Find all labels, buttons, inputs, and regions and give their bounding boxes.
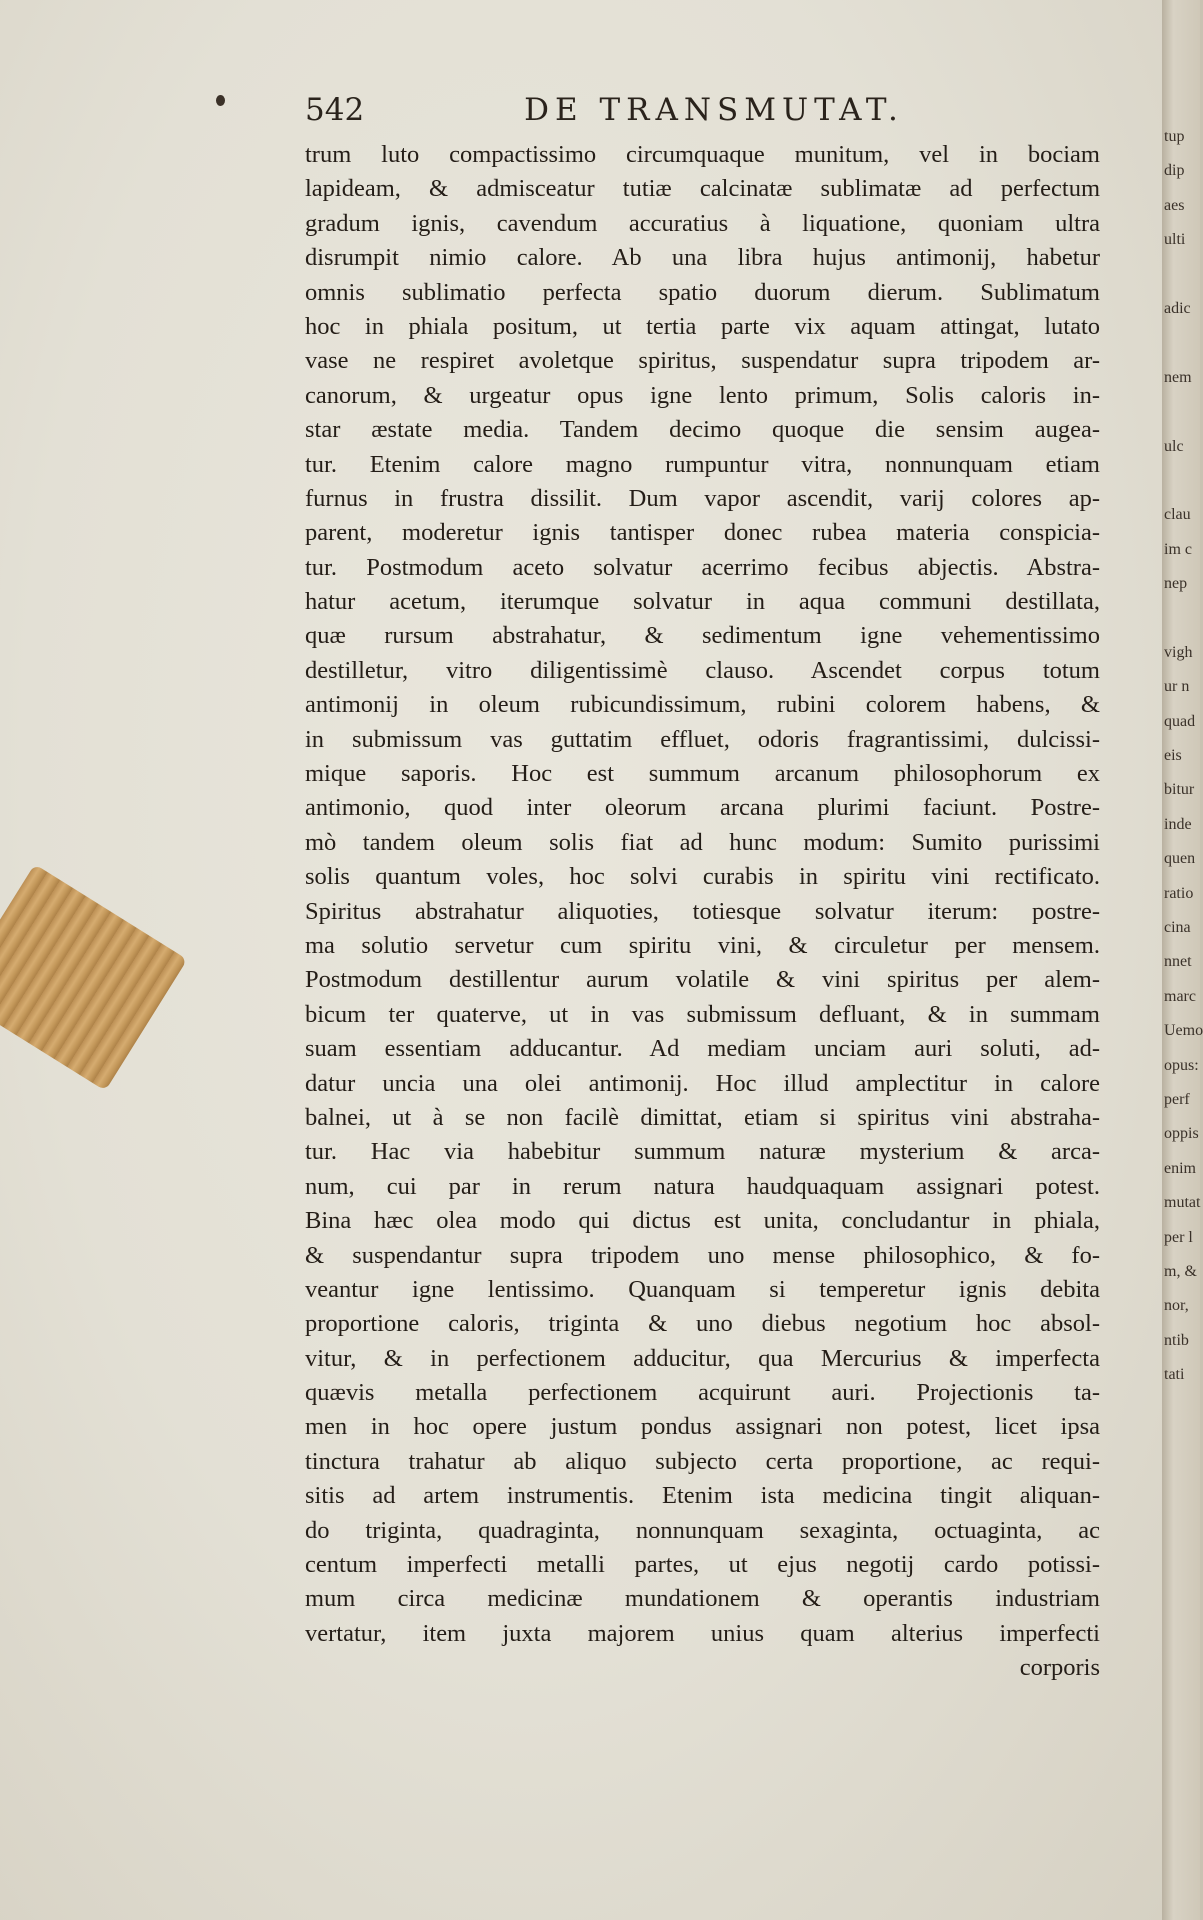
text-line: men in hoc opere justum pondus assignari non potest, licet ipsa bbox=[305, 1413, 1100, 1441]
text-line: tur. Postmodum aceto solvatur acerrimo fecibus abjectis. Abstra- bbox=[305, 553, 1100, 581]
margin-fragment: m, & bbox=[1164, 1262, 1197, 1280]
margin-fragment: ratio bbox=[1164, 884, 1194, 902]
text-line: in submissum vas guttatim effluet, odoris fragrantissimi, dulcissi- bbox=[305, 725, 1100, 753]
text-line: mique saporis. Hoc est summum arcanum philosophorum ex bbox=[305, 760, 1100, 788]
text-line: vitur, & in perfectionem adducitur, qua Mercurius & imperfecta bbox=[305, 1344, 1100, 1372]
margin-fragment: bitur bbox=[1164, 781, 1195, 799]
margin-fragment: adic bbox=[1164, 299, 1191, 317]
margin-fragment: vigh bbox=[1164, 643, 1193, 661]
margin-fragment: nor, bbox=[1164, 1297, 1189, 1315]
margin-fragment: per l bbox=[1164, 1228, 1193, 1246]
text-line: hatur acetum, iterumque solvatur in aqua communi destillata, bbox=[305, 588, 1100, 616]
margin-fragment: enim bbox=[1164, 1159, 1196, 1177]
text-line: parent, moderetur ignis tantisper donec rubea materia conspicia- bbox=[305, 519, 1100, 547]
text-line: antimonio, quod inter oleorum arcana plurimi faciunt. Postre- bbox=[305, 794, 1100, 822]
text-line: balnei, ut à se non facilè dimittat, etiam si spiritus vini abstraha- bbox=[305, 1103, 1100, 1131]
text-line: vase ne respiret avoletque spiritus, suspendatur supra tripodem ar- bbox=[305, 347, 1100, 375]
margin-fragment: nep bbox=[1164, 575, 1188, 593]
text-line: proportione caloris, triginta & uno diebus negotium hoc absol- bbox=[305, 1310, 1100, 1338]
margin-fragment: mutat bbox=[1164, 1194, 1201, 1212]
text-line: do triginta, quadraginta, nonnunquam sexaginta, octuaginta, ac bbox=[305, 1516, 1100, 1544]
margin-fragment: tati bbox=[1164, 1366, 1185, 1384]
margin-fragment: ulc bbox=[1164, 437, 1184, 455]
margin-fragment: perf bbox=[1164, 1090, 1190, 1108]
margin-fragment bbox=[1164, 395, 1198, 429]
text-line: vertatur, item juxta majorem unius quam alterius imperfecti bbox=[305, 1619, 1100, 1647]
margin-fragment: Uemo bbox=[1164, 1022, 1203, 1040]
text-line: quæ rursum abstrahatur, & sedimentum igne vehementissimo bbox=[305, 622, 1100, 650]
catchword: corporis bbox=[1019, 1654, 1100, 1682]
margin-fragment: im c bbox=[1164, 540, 1192, 558]
text-line: tur. Etenim calore magno rumpuntur vitra, nonnunquam etiam bbox=[305, 450, 1100, 478]
body-text bbox=[305, 138, 1100, 1686]
margin-fragment: ur n bbox=[1164, 678, 1190, 696]
text-line: mò tandem oleum solis fiat ad hunc modum: Sumito purissimi bbox=[305, 828, 1100, 856]
text-line: num, cui par in rerum natura haudquaquam assignari potest. bbox=[305, 1172, 1100, 1200]
text-line: datur uncia una olei antimonij. Hoc illud amplectitur in calore bbox=[305, 1069, 1100, 1097]
text-line: Postmodum destillentur aurum volatile & vini spiritus per alem- bbox=[305, 966, 1100, 994]
margin-fragment: eis bbox=[1164, 747, 1182, 765]
facing-page-margin-text bbox=[1164, 120, 1203, 1392]
text-line: star æstate media. Tandem decimo quoque die sensim augea- bbox=[305, 416, 1100, 444]
text-line: quævis metalla perfectionem acquirunt auri. Projectionis ta- bbox=[305, 1379, 1100, 1407]
text-line: antimonij in oleum rubicundissimum, rubini colorem habens, & bbox=[305, 691, 1100, 719]
margin-fragment: opus: bbox=[1164, 1056, 1199, 1074]
margin-fragment: nnet bbox=[1164, 953, 1192, 971]
text-line: gradum ignis, cavendum accuratius à liquatione, quoniam ultra bbox=[305, 209, 1100, 237]
margin-fragment: dip bbox=[1164, 162, 1185, 180]
margin-fragment: inde bbox=[1164, 815, 1192, 833]
text-line: furnus in frustra dissilit. Dum vapor ascendit, varij colores ap- bbox=[305, 484, 1100, 512]
text-line: sitis ad artem instrumentis. Etenim ista medicina tingit aliquan- bbox=[305, 1482, 1100, 1510]
text-line: canorum, & urgeatur opus igne lento primum, Solis caloris in- bbox=[305, 381, 1100, 409]
margin-fragment: tup bbox=[1164, 128, 1185, 145]
margin-fragment bbox=[1164, 258, 1198, 292]
margin-fragment: ntib bbox=[1164, 1331, 1189, 1349]
text-line: Bina hæc olea modo qui dictus est unita, concludantur in phiala, bbox=[305, 1207, 1100, 1235]
page-number: 542 bbox=[305, 92, 365, 128]
text-line: Spiritus abstrahatur aliquoties, totiesque solvatur iterum: postre- bbox=[305, 897, 1100, 925]
text-line: mum circa medicinæ mundationem & operantis industriam bbox=[305, 1585, 1100, 1613]
text-line: trum luto compactissimo circumquaque munitum, vel in bociam bbox=[305, 141, 1100, 168]
text-line: solis quantum voles, hoc solvi curabis in spiritu vini rectificato. bbox=[305, 863, 1100, 891]
text-line: lapideam, & admisceatur tutiæ calcinatæ sublimatæ ad perfectum bbox=[305, 175, 1100, 203]
margin-fragment: ulti bbox=[1164, 231, 1186, 249]
ink-smudge bbox=[216, 95, 225, 106]
margin-fragment bbox=[1164, 464, 1198, 498]
margin-fragment: marc bbox=[1164, 987, 1196, 1005]
margin-fragment: quad bbox=[1164, 712, 1196, 730]
text-line: tinctura trahatur ab aliquo subjecto certa proportione, ac requi- bbox=[305, 1447, 1100, 1475]
margin-fragment: quen bbox=[1164, 850, 1196, 868]
margin-fragment: nem bbox=[1164, 368, 1192, 386]
text-line: suam essentiam adducantur. Ad mediam unciam auri soluti, ad- bbox=[305, 1035, 1100, 1063]
text-line: bicum ter quaterve, ut in vas submissum defluant, & in summam bbox=[305, 1000, 1100, 1028]
margin-fragment: clau bbox=[1164, 506, 1191, 524]
text-line: destilletur, vitro diligentissimè clauso. Ascendet corpus totum bbox=[305, 656, 1100, 684]
text-line: tur. Hac via habebitur summum naturæ mysterium & arca- bbox=[305, 1138, 1100, 1166]
margin-fragment: oppis bbox=[1164, 1125, 1199, 1143]
page-header bbox=[305, 92, 905, 136]
margin-fragment bbox=[1164, 601, 1198, 635]
margin-fragment bbox=[1164, 326, 1198, 360]
running-head: DE TRANSMUTAT. bbox=[524, 92, 904, 128]
text-line: omnis sublimatio perfecta spatio duorum dierum. Sublimatum bbox=[305, 278, 1100, 306]
bamboo-bookmark bbox=[0, 864, 187, 1091]
margin-fragment: cina bbox=[1164, 918, 1191, 936]
margin-fragment: aes bbox=[1164, 196, 1185, 214]
text-line: & suspendantur supra tripodem uno mense philosophico, & fo- bbox=[305, 1241, 1100, 1269]
text-line: veantur igne lentissimo. Quanquam si temperetur ignis debita bbox=[305, 1275, 1100, 1303]
text-line: centum imperfecti metalli partes, ut ejus negotij cardo potissi- bbox=[305, 1551, 1100, 1579]
text-line: ma solutio servetur cum spiritu vini, & circuletur per mensem. bbox=[305, 931, 1100, 959]
text-line: hoc in phiala positum, ut tertia parte vix aquam attingat, lutato bbox=[305, 312, 1100, 340]
text-line: disrumpit nimio calore. Ab una libra hujus antimonij, habetur bbox=[305, 244, 1100, 272]
